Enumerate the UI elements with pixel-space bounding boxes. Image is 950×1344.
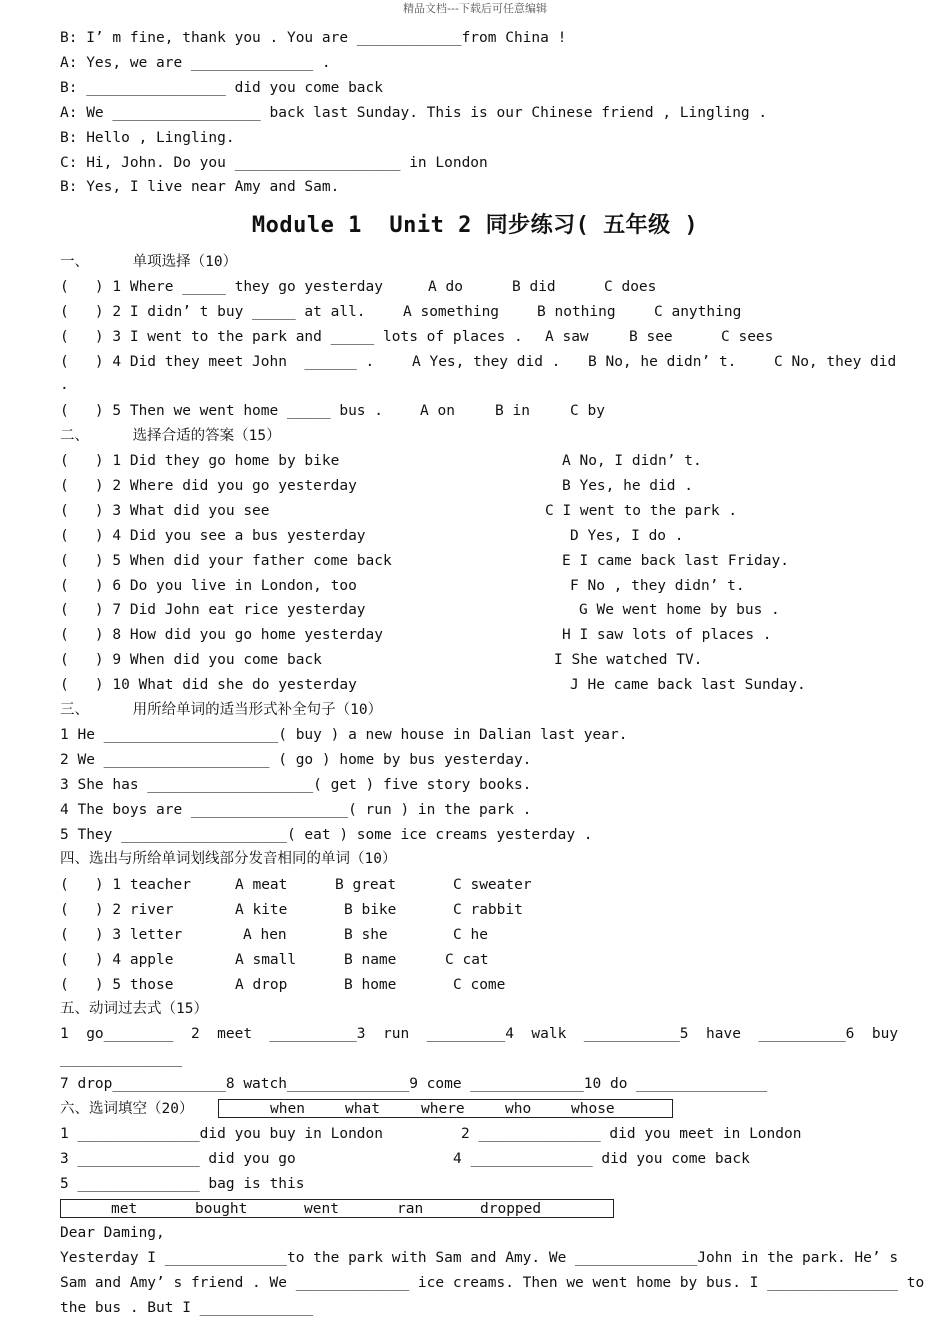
word-bank-item: met: [111, 1201, 138, 1217]
option-a: A Yes, they did .: [412, 354, 561, 370]
section-heading: 一、 单项选择（10）: [60, 254, 238, 270]
fill-sentence: 4 The boys are __________________( run ) in the park .: [60, 802, 532, 818]
option-c: C by: [570, 403, 605, 419]
match-question: ( ) 4 Did you see a bus yesterday: [60, 528, 366, 544]
section-heading: 二、 选择合适的答案（15）: [60, 428, 281, 444]
dialogue-line: B: I’ m fine, thank you . You are ____________from China !: [60, 30, 567, 46]
word-bank: [60, 1199, 614, 1218]
word-bank-item: went: [304, 1201, 339, 1217]
fill-sentence: 2 We ___________________ ( go ) home by bus yesterday.: [60, 752, 532, 768]
section-heading: 六、选词填空（20）: [60, 1101, 194, 1117]
letter-line: Yesterday I ______________to the park with Sam and Amy. We ______________John in the park. He’ s: [60, 1250, 899, 1266]
dialogue-line: A: Yes, we are ______________ .: [60, 55, 331, 71]
option-a: A do: [428, 279, 463, 295]
word-bank-item: bought: [195, 1201, 248, 1217]
option-b: B in: [495, 403, 530, 419]
option-a: A saw: [545, 329, 589, 345]
question-text: ( ) 3 I went to the park and _____ lots of places .: [60, 329, 523, 345]
match-answer: G We went home by bus .: [579, 602, 780, 618]
option-b: B did: [512, 279, 556, 295]
phonics-word: ( ) 1 teacher: [60, 877, 191, 893]
match-question: ( ) 1 Did they go home by bike: [60, 453, 340, 469]
word-bank-item: where: [421, 1101, 465, 1117]
fill-sentence: 3 She has ___________________( get ) five story books.: [60, 777, 532, 793]
match-answer: H I saw lots of places .: [562, 627, 772, 643]
option-a: A kite: [235, 902, 288, 918]
letter-line: Dear Daming,: [60, 1225, 165, 1241]
match-question: ( ) 5 When did your father come back: [60, 553, 392, 569]
match-answer: A No, I didn’ t.: [562, 453, 702, 469]
option-c: C come: [453, 977, 506, 993]
match-question: ( ) 3 What did you see: [60, 503, 270, 519]
option-c: C rabbit: [453, 902, 523, 918]
fill-question: 4 ______________ did you come back: [453, 1151, 750, 1167]
option-a: A meat: [235, 877, 288, 893]
question-text: ( ) 5 Then we went home _____ bus .: [60, 403, 384, 419]
match-answer: I She watched TV.: [554, 652, 703, 668]
dialogue-line: B: Yes, I live near Amy and Sam.: [60, 179, 340, 195]
dialogue-line: B: Hello , Lingling.: [60, 130, 235, 146]
word-bank-item: whose: [571, 1101, 615, 1117]
word-bank-item: what: [345, 1101, 380, 1117]
wrapped-period: .: [60, 377, 69, 393]
question-text: ( ) 1 Where _____ they go yesterday: [60, 279, 384, 295]
letter-line: Sam and Amy’ s friend . We _____________ ice creams. Then we went home by bus. I _______________ to: [60, 1275, 925, 1291]
option-a: A hen: [243, 927, 287, 943]
question-text: ( ) 2 I didn’ t buy _____ at all.: [60, 304, 366, 320]
section-heading: 五、动词过去式（15）: [60, 1001, 208, 1017]
match-question: ( ) 6 Do you live in London, too: [60, 578, 357, 594]
option-b: B bike: [344, 902, 397, 918]
dialogue-line: B: ________________ did you come back: [60, 80, 384, 96]
option-a: A drop: [235, 977, 288, 993]
match-answer: F No , they didn’ t.: [570, 578, 745, 594]
option-b: B great: [335, 877, 397, 893]
match-answer: E I came back last Friday.: [562, 553, 789, 569]
past-tense-line: ______________: [60, 1051, 183, 1067]
past-tense-line: 7 drop_____________8 watch______________9 come _____________10 do _______________: [60, 1076, 768, 1092]
match-answer: J He came back last Sunday.: [570, 677, 806, 693]
section-heading: 三、 用所给单词的适当形式补全句子（10）: [60, 702, 383, 718]
phonics-word: ( ) 5 those: [60, 977, 174, 993]
option-c: C does: [604, 279, 657, 295]
fill-question: 2 ______________ did you meet in London: [461, 1126, 802, 1142]
phonics-word: ( ) 4 apple: [60, 952, 174, 968]
word-bank-item: dropped: [480, 1201, 542, 1217]
option-b: B she: [344, 927, 388, 943]
option-b: B home: [344, 977, 397, 993]
match-question: ( ) 8 How did you go home yesterday: [60, 627, 384, 643]
option-b: B name: [344, 952, 397, 968]
past-tense-line: 1 go________ 2 meet __________3 run _________4 walk ___________5 have __________6 buy: [60, 1026, 899, 1042]
option-a: A something: [403, 304, 500, 320]
word-bank-item: ran: [397, 1201, 424, 1217]
match-answer: C I went to the park .: [545, 503, 738, 519]
phonics-word: ( ) 3 letter: [60, 927, 183, 943]
phonics-word: ( ) 2 river: [60, 902, 174, 918]
fill-question: 5 ______________ bag is this: [60, 1176, 305, 1192]
option-c: C he: [453, 927, 488, 943]
page-header: 精品文档---下载后可任意编辑: [403, 2, 547, 15]
dialogue-line: A: We _________________ back last Sunday. This is our Chinese friend , Lingling .: [60, 105, 768, 121]
option-c: C sweater: [453, 877, 532, 893]
option-c: C sees: [721, 329, 774, 345]
section-heading: 四、选出与所给单词划线部分发音相同的单词（10）: [60, 851, 397, 867]
fill-question: 1 ______________did you buy in London: [60, 1126, 384, 1142]
option-a: A small: [235, 952, 297, 968]
match-question: ( ) 10 What did she do yesterday: [60, 677, 357, 693]
option-b: B No, he didn’ t.: [588, 354, 737, 370]
fill-sentence: 5 They ___________________( eat ) some ice creams yesterday .: [60, 827, 593, 843]
option-b: B nothing: [537, 304, 616, 320]
word-bank-item: when: [270, 1101, 305, 1117]
dialogue-line: C: Hi, John. Do you ___________________ in London: [60, 155, 488, 171]
word-bank-item: who: [505, 1101, 532, 1117]
worksheet-title: Module 1 Unit 2 同步练习( 五年级 ): [251, 213, 699, 238]
match-question: ( ) 2 Where did you go yesterday: [60, 478, 357, 494]
option-b: B see: [629, 329, 673, 345]
option-c: C anything: [654, 304, 742, 320]
word-bank: [218, 1099, 673, 1118]
letter-line: the bus . But I _____________: [60, 1300, 314, 1316]
match-answer: D Yes, I do .: [570, 528, 684, 544]
match-answer: B Yes, he did .: [562, 478, 693, 494]
fill-question: 3 ______________ did you go: [60, 1151, 296, 1167]
option-c: C cat: [445, 952, 489, 968]
option-a: A on: [420, 403, 455, 419]
match-question: ( ) 7 Did John eat rice yesterday: [60, 602, 366, 618]
question-text: ( ) 4 Did they meet John ______ .: [60, 354, 375, 370]
fill-sentence: 1 He ____________________( buy ) a new house in Dalian last year.: [60, 727, 628, 743]
match-question: ( ) 9 When did you come back: [60, 652, 322, 668]
option-c: C No, they did: [774, 354, 897, 370]
